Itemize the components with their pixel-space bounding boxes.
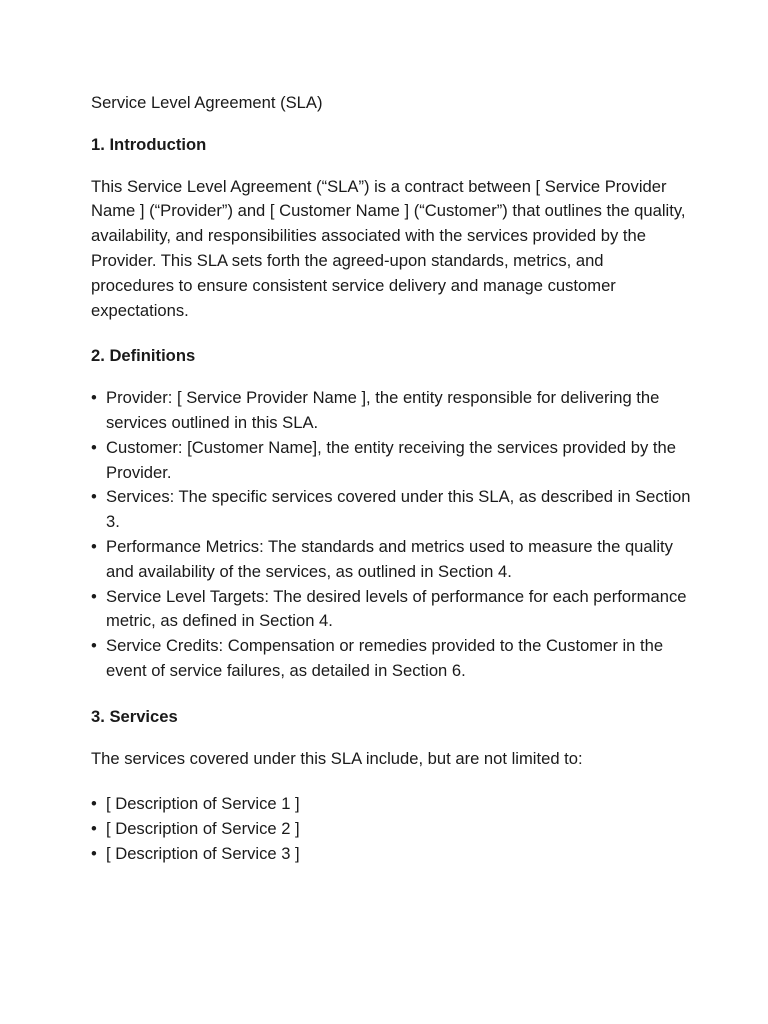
bullet-icon: •: [91, 636, 97, 656]
definition-provider: Provider: [ Service Provider Name ], the entity responsible for delivering the services outlined in this SLA.: [106, 388, 660, 432]
bullet-icon: •: [91, 536, 97, 556]
list-item: [91, 842, 691, 867]
section-heading-definitions: 2. Definitions: [91, 346, 196, 366]
section-heading-introduction: 1. Introduction: [91, 134, 207, 154]
list-item: [91, 817, 691, 842]
bullet-icon: •: [91, 586, 97, 606]
service-description-1: [ Description of Service 1 ]: [106, 794, 300, 814]
definition-service-credits: Service Credits: Compensation or remedies provided to the Customer in the event of service failures, as detailed in Section 6.: [106, 636, 664, 680]
service-description-3: [ Description of Service 3 ]: [106, 843, 300, 863]
introduction-paragraph: This Service Level Agreement (“SLA”) is a contract between [ Service Provider Name ] (“Provider”) and [ Customer Name ] (“Customer”) that outlines the quality, availability, and responsibilities associated with the services provided by the Provider. This SLA sets forth the agreed-upon standards, metrics, and procedures to ensure consistent service delivery and manage customer expectations.: [91, 176, 686, 320]
definition-customer: Customer: [Customer Name], the entity receiving the services provided by the Provider.: [106, 437, 676, 482]
service-description-2: [ Description of Service 2 ]: [106, 819, 300, 839]
list-item: [91, 485, 691, 535]
list-item: [91, 535, 691, 585]
list-item: [91, 634, 691, 684]
bullet-icon: •: [91, 388, 97, 408]
definition-services: Services: The specific services covered under this SLA, as described in Section 3.: [106, 487, 691, 532]
bullet-icon: •: [91, 843, 97, 863]
services-paragraph: The services covered under this SLA include, but are not limited to:: [91, 748, 583, 768]
list-item: [91, 585, 691, 635]
section-heading-services: 3. Services: [91, 706, 178, 726]
definition-service-level-targets: Service Level Targets: The desired levels of performance for each performance metric, as defined in Section 4.: [106, 586, 687, 631]
services-list: [91, 792, 691, 866]
bullet-icon: •: [91, 487, 97, 507]
list-item: [91, 792, 691, 817]
list-item: [91, 436, 691, 486]
definitions-list: [91, 386, 691, 684]
bullet-icon: •: [91, 819, 97, 839]
document-title: Service Level Agreement (SLA): [91, 93, 323, 112]
bullet-icon: •: [91, 437, 97, 457]
document-page: [91, 91, 691, 888]
bullet-icon: •: [91, 794, 97, 814]
definition-performance-metrics: Performance Metrics: The standards and metrics used to measure the quality and availability of the services, as outlined in Section 4.: [106, 536, 673, 581]
list-item: [91, 386, 691, 436]
